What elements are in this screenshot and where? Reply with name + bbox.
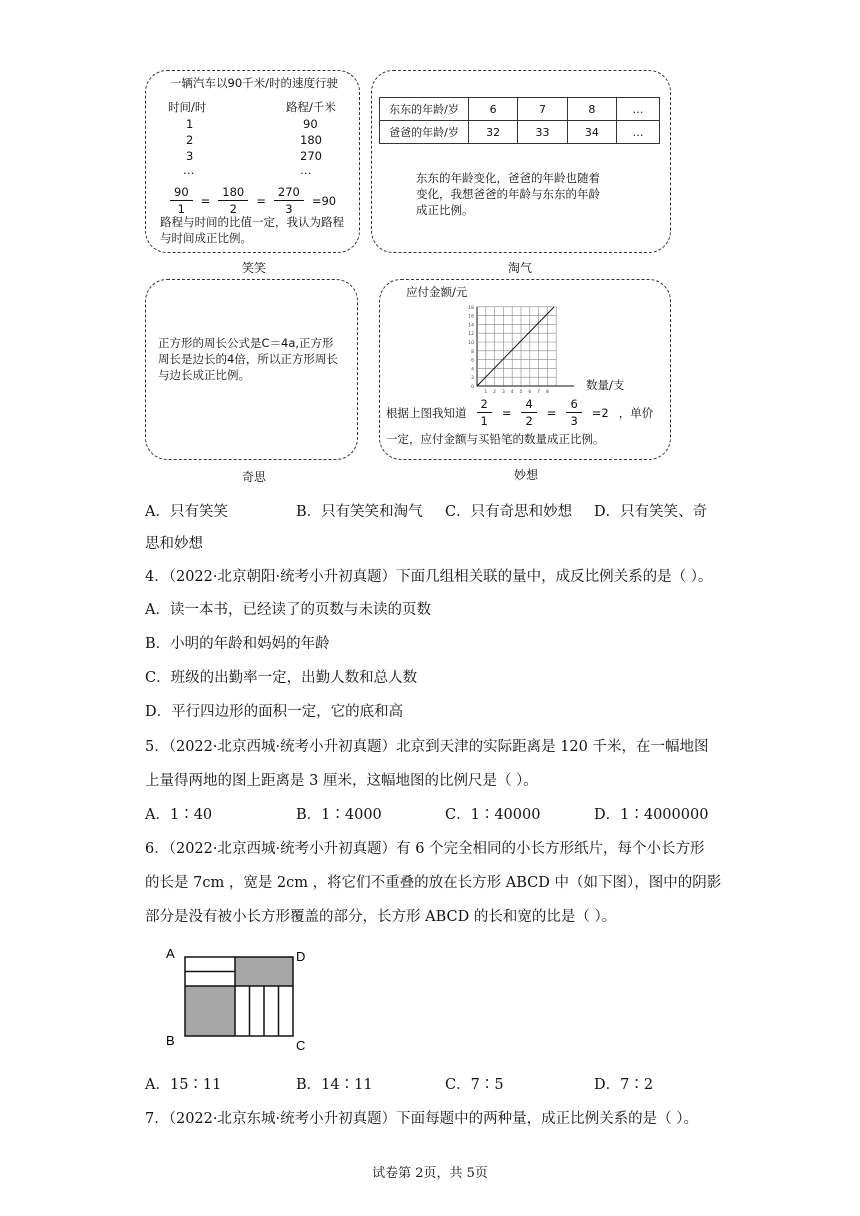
- fraction: $\frac{6}{3}$: [566, 396, 581, 429]
- shaded-region-bottom-left: [185, 986, 235, 1036]
- y-tick-label: 18: [468, 305, 474, 311]
- vertex-label-b: B: [166, 1033, 175, 1048]
- q5-option-a: A．1∶40: [145, 807, 213, 823]
- xiaoxiao-row-time: 3: [186, 149, 194, 163]
- q3-option-b: B．只有笑笑和淘气: [296, 504, 423, 520]
- xiaoxiao-row-distance: 90: [303, 117, 318, 131]
- fraction: $\frac{90}{1}$: [170, 184, 193, 217]
- table-cell: 7: [518, 98, 567, 121]
- y-tick-label: 14: [468, 323, 474, 329]
- q5-stem-2: 上量得两地的图上距离是 3 厘米，这幅地图的比例尺是（ ）。: [145, 773, 538, 789]
- chart-ticks: [468, 305, 549, 395]
- xiaoxiao-row-time: 1: [186, 117, 194, 131]
- table-cell: 8: [567, 98, 616, 121]
- q3-option-a: A．只有笑笑: [145, 504, 228, 520]
- table-cell: 6: [469, 98, 518, 121]
- age-table: [379, 97, 660, 144]
- q4-option-c: C．班级的出勤率一定，出勤人数和总人数: [145, 670, 418, 686]
- xiaoxiao-row-distance: 270: [300, 149, 322, 163]
- fraction: $\frac{270}{3}$: [274, 184, 304, 217]
- xiaoxiao-row-time: 2: [186, 133, 194, 147]
- miaoxiang-caption: 妙想: [514, 468, 539, 482]
- table-row: [380, 121, 660, 144]
- y-tick-label: 6: [471, 358, 474, 364]
- xiaoxiao-row-distance: …: [300, 163, 312, 177]
- x-tick-label: 7: [537, 390, 541, 395]
- table-cell: 爸爸的年龄/岁: [380, 121, 469, 144]
- table-cell: …: [617, 121, 660, 144]
- shaded-region-top-right: [235, 957, 293, 986]
- q6-option-a: A．15∶11: [145, 1077, 222, 1093]
- page-footer: 试卷第 2页，共 5页: [372, 1166, 488, 1181]
- rectangle-abcd-figure: [160, 942, 320, 1054]
- chart-grid: [477, 307, 574, 386]
- qisi-caption: 奇思: [242, 470, 267, 484]
- q3-option-d-cont: 思和妙想: [145, 536, 203, 552]
- qisi-text-2: 周长是边长的4倍，所以正方形周长: [158, 352, 338, 366]
- q3-option-d: D．只有笑笑、奇: [594, 504, 708, 520]
- q6-option-c: C．7∶5: [445, 1077, 504, 1093]
- fraction: $\frac{180}{2}$: [218, 184, 248, 217]
- q5-option-d: D．1∶4000000: [594, 807, 709, 823]
- q3-option-c: C．只有奇思和妙想: [445, 504, 573, 520]
- price-chart: [456, 296, 576, 400]
- x-tick-label: 6: [528, 390, 532, 395]
- fraction: $\frac{4}{2}$: [521, 396, 536, 429]
- q4-stem: 4．（2022·北京朝阳·统考小升初真题）下面几组相关联的量中，成反比例关系的是（ ）。: [145, 569, 713, 585]
- vertex-label-a: A: [166, 946, 175, 961]
- x-tick-label: 1: [484, 390, 488, 395]
- taoqi-caption: 淘气: [508, 261, 533, 275]
- vertex-label-c: C: [296, 1038, 306, 1053]
- table-cell: …: [617, 98, 660, 121]
- q6-option-d: D．7∶2: [594, 1077, 654, 1093]
- x-tick-label: 2: [493, 390, 497, 395]
- x-tick-label: 8: [545, 390, 549, 395]
- q6-option-b: B．14∶11: [296, 1077, 373, 1093]
- fraction: $\frac{2}{1}$: [477, 396, 492, 429]
- miaoxiang-equation: 根据上图我知道 $\frac{2}{1}$ = $\frac{4}{2}$ = $\frac{6}{3}$ =2 ，单价: [386, 397, 654, 428]
- xiaoxiao-caption: 笑笑: [242, 261, 267, 275]
- q4-option-d: D．平行四边形的面积一定，它的底和高: [145, 704, 404, 720]
- table-cell: 34: [567, 121, 616, 144]
- q7-stem: 7．（2022·北京东城·统考小升初真题）下面每题中的两种量，成正比例关系的是（ ）。: [145, 1111, 698, 1127]
- xiaoxiao-conclusion-2: 与时间成正比例。: [160, 231, 252, 245]
- y-tick-label: 4: [471, 367, 474, 373]
- x-tick-label: 3: [501, 390, 505, 395]
- y-tick-label: 2: [471, 376, 474, 382]
- xiaoxiao-col-time: 时间/时: [168, 100, 207, 114]
- q6-stem-1: 6．（2022·北京西城·统考小升初真题）有 6 个完全相同的小长方形纸片，每个小长方形: [145, 841, 705, 857]
- table-row: [380, 98, 660, 121]
- table-cell: 32: [469, 121, 518, 144]
- qisi-text-1: 正方形的周长公式是C＝4a,正方形: [158, 336, 334, 350]
- xiaoxiao-equation: $\frac{90}{1}$ = $\frac{180}{2}$ = $\frac{270}{3}$ =90: [170, 184, 336, 217]
- xiaoxiao-col-distance: 路程/千米: [286, 100, 336, 114]
- chart-x-label: 数量/支: [586, 378, 625, 392]
- price-line: [477, 307, 554, 386]
- taoqi-text-2: 变化，我想爸爸的年龄与东东的年龄: [416, 187, 600, 201]
- y-tick-label: 16: [468, 314, 474, 320]
- xiaoxiao-conclusion-1: 路程与时间的比值一定，我认为路程: [160, 215, 344, 229]
- qisi-text-3: 与边长成正比例。: [158, 368, 250, 382]
- q5-stem-1: 5．（2022·北京西城·统考小升初真题）北京到天津的实际距离是 120 千米，在一幅地图: [145, 739, 709, 755]
- xiaoxiao-row-distance: 180: [300, 133, 322, 147]
- q6-stem-2: 的长是 7cm ，宽是 2cm ，将它们不重叠的放在长方形 ABCD 中（如下图），图中的阴影: [145, 875, 722, 891]
- table-cell: 东东的年龄/岁: [380, 98, 469, 121]
- q4-option-b: B．小明的年龄和妈妈的年龄: [145, 636, 330, 652]
- q4-option-a: A．读一本书，已经读了的页数与未读的页数: [145, 602, 431, 618]
- q6-stem-3: 部分是没有被小长方形覆盖的部分，长方形 ABCD 的长和宽的比是（ ）。: [145, 909, 617, 925]
- xiaoxiao-row-time: …: [183, 163, 195, 177]
- taoqi-text-3: 成正比例。: [416, 203, 474, 217]
- q5-option-b: B．1∶4000: [296, 807, 382, 823]
- x-tick-label: 4: [510, 390, 514, 395]
- x-tick-label: 5: [519, 390, 523, 395]
- vertex-label-d: D: [296, 949, 306, 964]
- y-tick-label: 10: [468, 341, 474, 346]
- xiaoxiao-title: 一辆汽车以90千米/时的速度行驶: [170, 76, 339, 90]
- taoqi-text-1: 东东的年龄变化，爸爸的年龄也随着: [416, 171, 600, 185]
- y-tick-label: 8: [471, 349, 474, 355]
- y-tick-label: 12: [468, 332, 474, 338]
- q5-option-c: C．1∶40000: [445, 807, 541, 823]
- miaoxiang-text-2: 一定，应付金额与买铅笔的数量成正比例。: [386, 432, 605, 446]
- y-tick-label: 0: [471, 385, 474, 390]
- chart-y-label: 应付金额/元: [406, 285, 468, 299]
- table-cell: 33: [518, 121, 567, 144]
